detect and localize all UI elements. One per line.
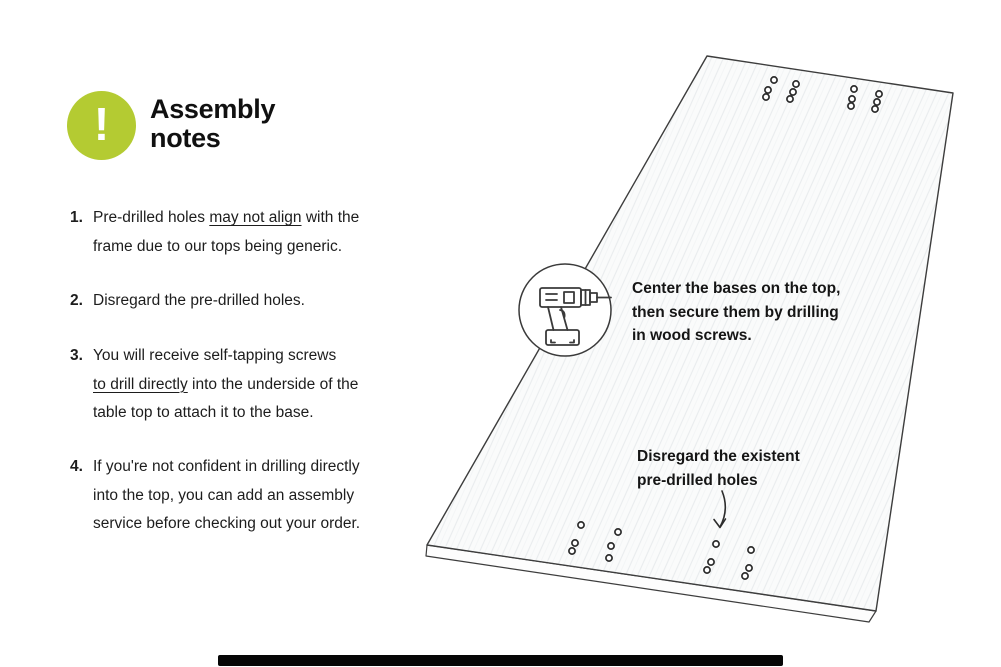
pre-drilled-hole xyxy=(876,91,882,97)
pre-drilled-hole xyxy=(704,567,710,573)
pre-drilled-hole xyxy=(578,522,584,528)
pre-drilled-hole xyxy=(746,565,752,571)
pre-drilled-hole xyxy=(606,555,612,561)
bottom-bar xyxy=(218,655,783,666)
pre-drilled-hole xyxy=(874,99,880,105)
note-text: Pre-drilled holes may not align with the frame due to our tops being generic. xyxy=(93,209,360,255)
annotation-line: then secure them by drilling xyxy=(632,303,839,321)
pre-drilled-hole xyxy=(748,547,754,553)
assembly-note-2 xyxy=(70,287,415,316)
note-number: 3. xyxy=(70,347,83,364)
note-text: Disregard the pre-drilled holes. xyxy=(93,292,305,309)
page-title-line: notes xyxy=(150,123,221,153)
note-text: You will receive self-tapping screws to drill directly into the underside of the table top to attach it to the base. xyxy=(93,347,359,421)
annotation-line: in wood screws. xyxy=(632,327,752,344)
pre-drilled-hole xyxy=(708,559,714,565)
pre-drilled-hole xyxy=(569,548,575,554)
note-number: 1. xyxy=(70,209,83,226)
annotation-center-bases xyxy=(632,277,840,348)
pre-drilled-hole xyxy=(790,89,796,95)
page-title xyxy=(150,95,275,153)
pre-drilled-hole xyxy=(615,529,621,535)
pre-drilled-hole xyxy=(608,543,614,549)
pre-drilled-hole xyxy=(765,87,771,93)
pre-drilled-hole xyxy=(763,94,769,100)
pre-drilled-hole xyxy=(793,81,799,87)
pre-drilled-hole xyxy=(851,86,857,92)
pre-drilled-hole xyxy=(872,106,878,112)
note-text: If you're not confident in drilling directly into the top, you can add an assembly service before checking out your order. xyxy=(93,458,361,532)
pre-drilled-hole xyxy=(742,573,748,579)
pre-drilled-hole xyxy=(572,540,578,546)
pre-drilled-hole xyxy=(787,96,793,102)
drill-badge xyxy=(519,264,611,356)
annotation-line: Center the bases on the top, xyxy=(632,280,841,297)
annotation-line: pre-drilled holes xyxy=(637,471,758,489)
assembly-note-4 xyxy=(70,453,415,539)
annotation-line: Disregard the existent xyxy=(637,448,800,465)
pre-drilled-hole xyxy=(771,77,777,83)
assembly-note-1 xyxy=(70,204,415,261)
note-number: 2. xyxy=(70,292,83,309)
page-title-line: Assembly xyxy=(150,94,276,124)
pre-drilled-hole xyxy=(713,541,719,547)
pre-drilled-hole xyxy=(849,96,855,102)
pre-drilled-hole xyxy=(848,103,854,109)
note-number: 4. xyxy=(70,458,83,475)
annotation-disregard-holes xyxy=(637,445,800,492)
exclamation-glyph: ! xyxy=(93,97,110,150)
assembly-note-3 xyxy=(70,342,415,428)
alert-icon xyxy=(67,91,136,160)
